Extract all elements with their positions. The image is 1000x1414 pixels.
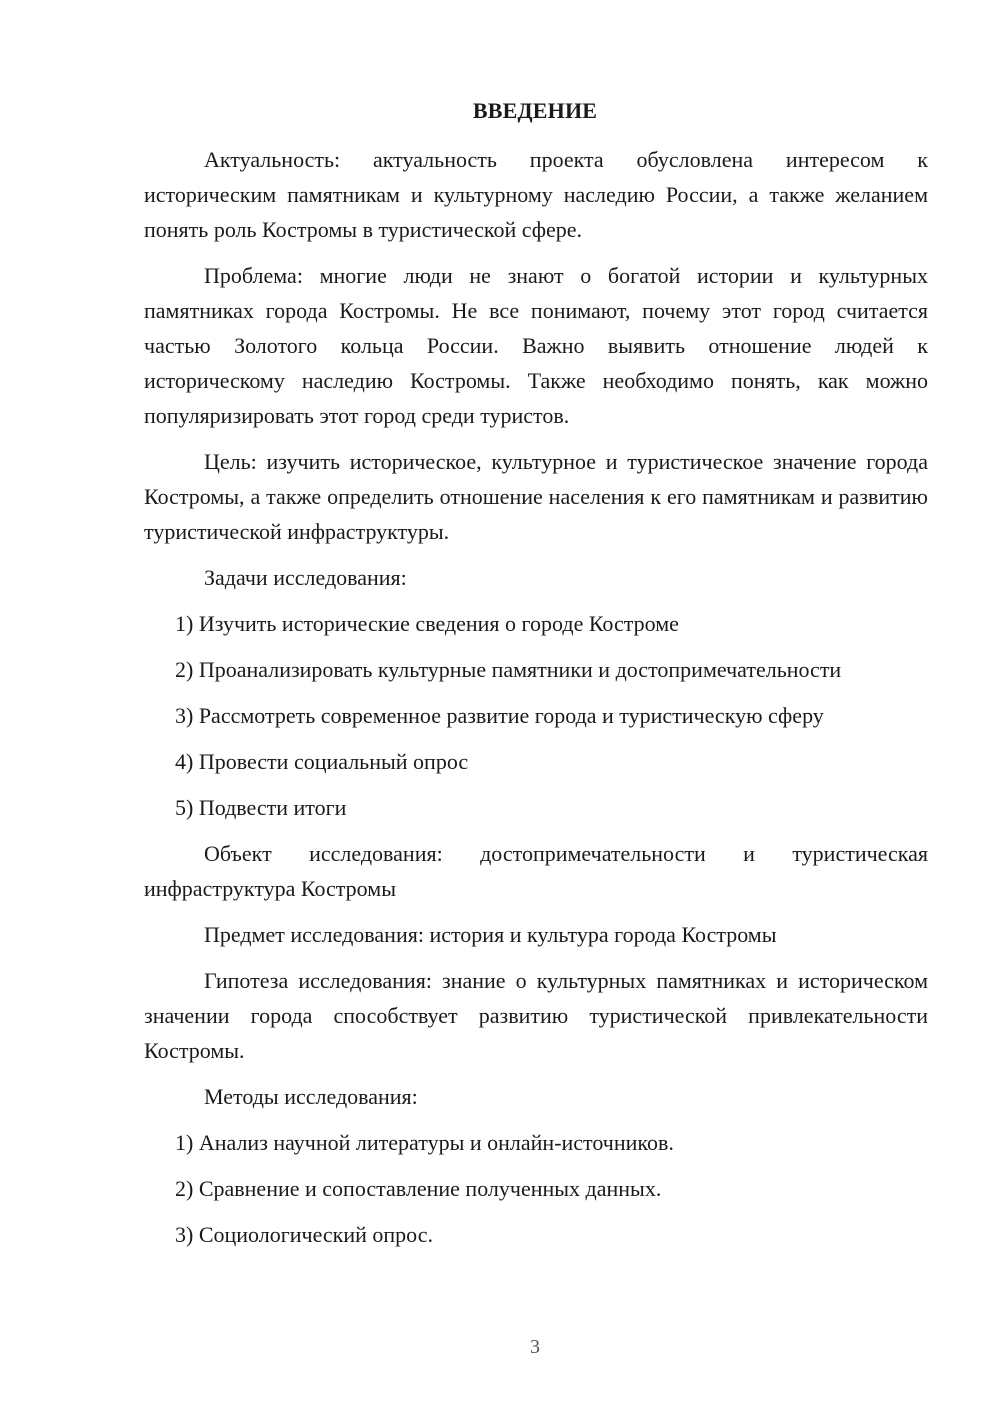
task-item-5: 5) Подвести итоги (175, 795, 347, 820)
method-item-1: 1) Анализ научной литературы и онлайн-источников. (175, 1130, 674, 1155)
paragraph-methods-heading: Методы исследования: (204, 1084, 418, 1109)
page-title: ВВЕДЕНИЕ (472, 98, 598, 123)
task-item-2: 2) Проанализировать культурные памятники и достопримечательности (175, 657, 842, 682)
paragraph-object: Объект исследования: достопримечательности и туристическая инфраструктура Костромы (144, 841, 928, 901)
task-item-1: 1) Изучить исторические сведения о городе Костроме (175, 611, 679, 636)
task-item-3: 3) Рассмотреть современное развитие города и туристическую сферу (175, 703, 824, 728)
paragraph-problem: Проблема: многие люди не знают о богатой истории и культурных памятниках города Костромы. Не все понимают, почему этот город считается частью Золотого кольца России. Важно выявить отношение людей к историческому наследию Костромы. Также необходимо понять, как можно популяризировать этот город среди туристов. (144, 263, 928, 428)
task-item-4: 4) Провести социальный опрос (175, 749, 469, 774)
paragraph-tasks-heading: Задачи исследования: (204, 565, 407, 590)
paragraph-hypothesis: Гипотеза исследования: знание о культурных памятниках и историческом значении города способствует развитию туристической привлекательности Костромы. (144, 968, 928, 1063)
body-text (144, 142, 928, 1263)
paragraph-relevance: Актуальность: актуальность проекта обусловлена интересом к историческим памятникам и культурному наследию России, а также желанием понять роль Костромы в туристической сфере. (144, 147, 928, 242)
paragraph-goal: Цель: изучить историческое, культурное и туристическое значение города Костромы, а также определить отношение населения к его памятникам и развитию туристической инфраструктуры. (144, 449, 928, 544)
method-item-2: 2) Сравнение и сопоставление полученных данных. (175, 1176, 662, 1201)
page-number: 3 (530, 1336, 540, 1358)
method-item-3: 3) Социологический опрос. (175, 1222, 433, 1247)
paragraph-subject: Предмет исследования: история и культура города Костромы (204, 922, 777, 947)
